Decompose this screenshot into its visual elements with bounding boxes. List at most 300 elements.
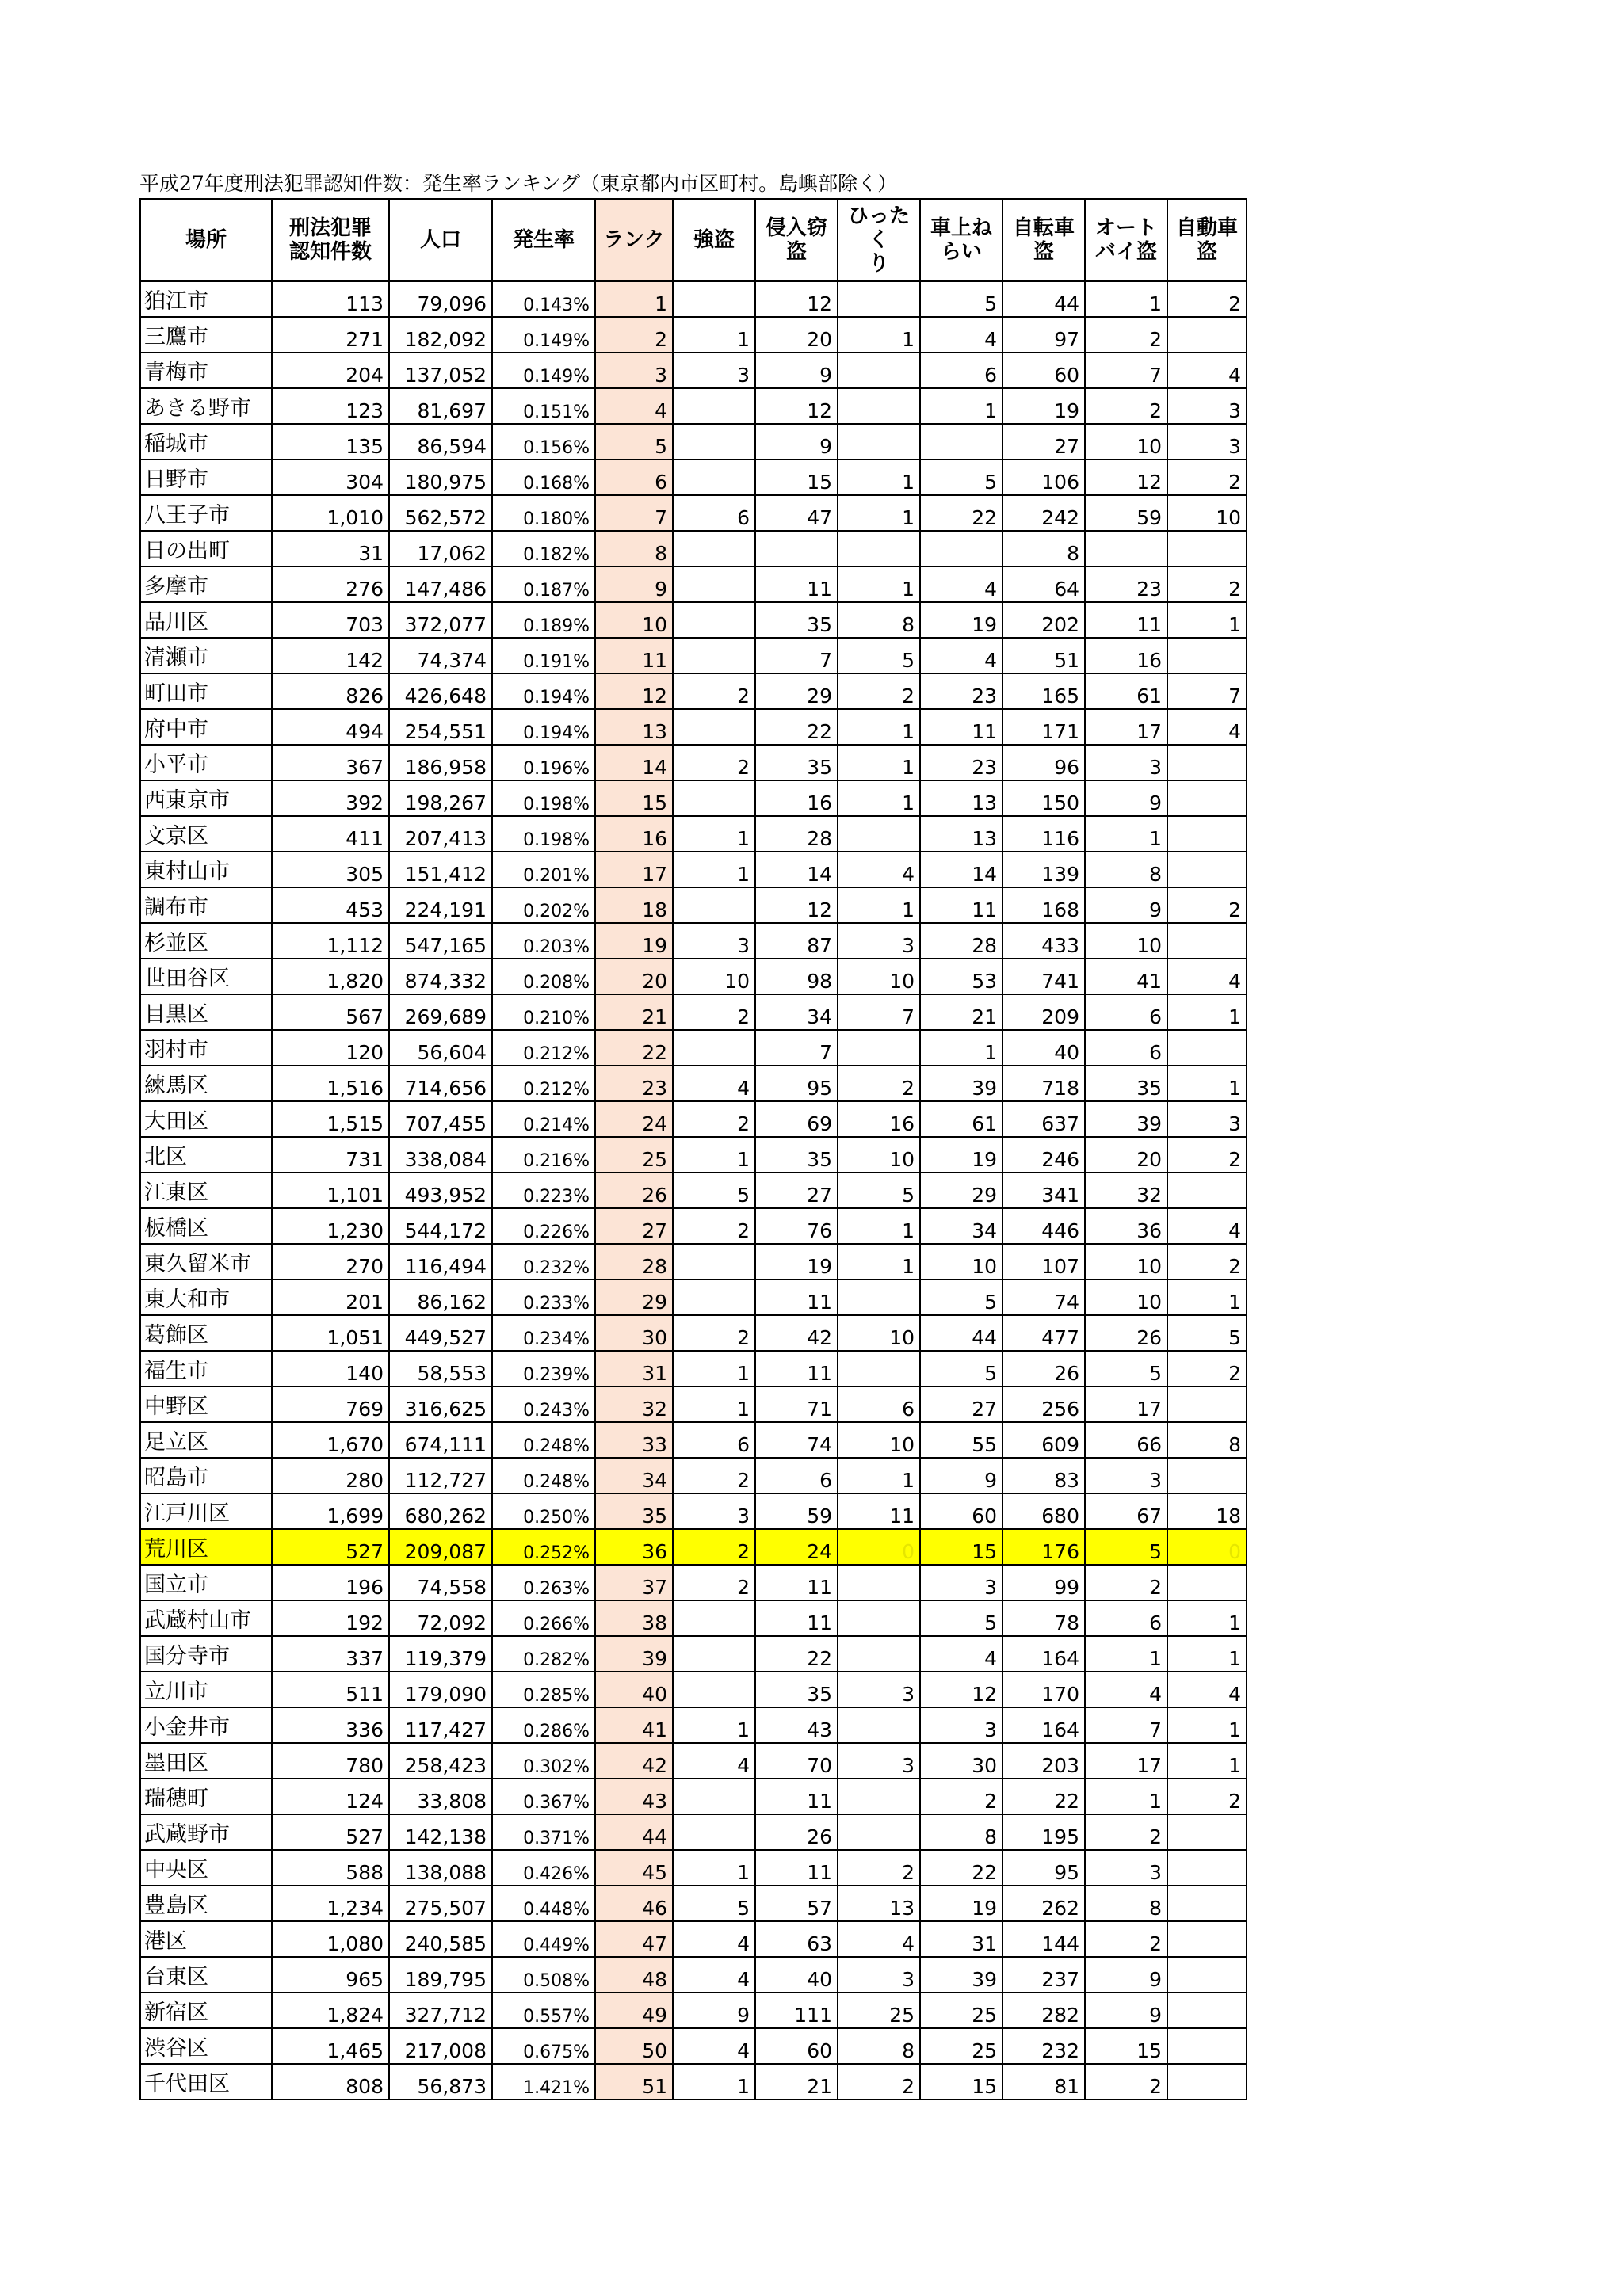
cell-robbery: 1 [673,852,755,887]
cell-robbery: 1 [673,1137,755,1173]
cell-population: 72,092 [389,1600,492,1636]
table-row [140,673,1247,709]
cell-car-theft: 18 [1167,1493,1247,1529]
cell-robbery [673,388,755,424]
cell-burglary: 60 [755,2028,838,2064]
table-row [140,353,1247,388]
cell-place: 八王子市 [140,495,272,531]
cell-car-break-in: 19 [920,1137,1002,1173]
cell-burglary: 7 [755,1030,838,1066]
cell-place: 瑞穂町 [140,1779,272,1814]
cell-incidence-rate: 0.191% [492,638,595,673]
cell-place: 立川市 [140,1672,272,1707]
cell-place: 羽村市 [140,1030,272,1066]
cell-incidence-rate: 0.286% [492,1707,595,1743]
cell-rank: 38 [595,1600,673,1636]
table-row [140,495,1247,531]
cell-burglary: 71 [755,1386,838,1422]
cell-population: 493,952 [389,1173,492,1208]
cell-robbery [673,780,755,816]
cell-burglary: 20 [755,317,838,353]
cell-bicycle-theft: 83 [1002,1458,1085,1493]
table-row [140,1101,1247,1137]
cell-bicycle-theft: 477 [1002,1315,1085,1351]
cell-incidence-rate: 0.189% [492,602,595,638]
cell-reported-count: 120 [272,1030,389,1066]
cell-car-theft: 5 [1167,1315,1247,1351]
cell-rank: 21 [595,994,673,1030]
cell-robbery [673,566,755,602]
cell-car-theft: 2 [1167,460,1247,495]
cell-car-break-in: 39 [920,1957,1002,1993]
cell-place: 武蔵村山市 [140,1600,272,1636]
table-row [140,1173,1247,1208]
cell-car-break-in: 11 [920,887,1002,923]
cell-motorbike-theft [1085,531,1167,566]
cell-snatching: 2 [838,673,920,709]
cell-rank: 11 [595,638,673,673]
cell-burglary [755,531,838,566]
cell-motorbike-theft: 67 [1085,1493,1167,1529]
cell-snatching: 10 [838,1422,920,1458]
cell-reported-count: 527 [272,1529,389,1565]
cell-robbery: 2 [673,1458,755,1493]
cell-population: 426,648 [389,673,492,709]
table-row [140,1993,1247,2028]
cell-motorbike-theft: 1 [1085,1636,1167,1672]
cell-reported-count: 780 [272,1743,389,1779]
cell-robbery: 1 [673,1351,755,1386]
cell-motorbike-theft: 2 [1085,317,1167,353]
cell-rank: 22 [595,1030,673,1066]
cell-robbery: 6 [673,1422,755,1458]
cell-burglary: 22 [755,709,838,745]
cell-burglary: 7 [755,638,838,673]
cell-rank: 1 [595,281,673,317]
cell-population: 186,958 [389,745,492,780]
cell-car-break-in: 44 [920,1315,1002,1351]
table-row [140,1779,1247,1814]
cell-population: 372,077 [389,602,492,638]
cell-burglary: 11 [755,1280,838,1315]
header-place: 場所 [140,199,272,281]
cell-motorbike-theft: 17 [1085,1386,1167,1422]
cell-place: 文京区 [140,816,272,852]
cell-population: 179,090 [389,1672,492,1707]
table-row [140,1886,1247,1921]
cell-car-theft: 10 [1167,495,1247,531]
cell-car-theft: 4 [1167,1672,1247,1707]
cell-robbery: 1 [673,816,755,852]
cell-place: 港区 [140,1921,272,1957]
cell-incidence-rate: 0.371% [492,1814,595,1850]
table-row [140,317,1247,353]
cell-place: 昭島市 [140,1458,272,1493]
cell-rank: 16 [595,816,673,852]
cell-burglary: 95 [755,1066,838,1101]
cell-bicycle-theft: 64 [1002,566,1085,602]
table-row [140,1280,1247,1315]
cell-robbery: 2 [673,1101,755,1137]
cell-motorbike-theft: 9 [1085,1957,1167,1993]
cell-reported-count: 494 [272,709,389,745]
cell-car-break-in: 13 [920,780,1002,816]
cell-car-break-in: 60 [920,1493,1002,1529]
cell-bicycle-theft: 637 [1002,1101,1085,1137]
cell-car-theft [1167,1565,1247,1600]
cell-reported-count: 808 [272,2064,389,2100]
cell-snatching: 5 [838,638,920,673]
cell-robbery: 1 [673,317,755,353]
cell-car-theft [1167,2028,1247,2064]
cell-population: 79,096 [389,281,492,317]
cell-reported-count: 367 [272,745,389,780]
cell-motorbike-theft: 1 [1085,1779,1167,1814]
cell-burglary: 74 [755,1422,838,1458]
cell-population: 17,062 [389,531,492,566]
cell-reported-count: 1,080 [272,1921,389,1957]
cell-robbery [673,1636,755,1672]
table-row [140,2064,1247,2100]
cell-reported-count: 392 [272,780,389,816]
cell-robbery: 5 [673,1173,755,1208]
cell-rank: 44 [595,1814,673,1850]
cell-robbery [673,531,755,566]
cell-place: 狛江市 [140,281,272,317]
cell-reported-count: 1,820 [272,959,389,994]
cell-car-theft: 4 [1167,353,1247,388]
cell-population: 86,162 [389,1280,492,1315]
cell-reported-count: 204 [272,353,389,388]
cell-place: 台東区 [140,1957,272,1993]
cell-bicycle-theft: 446 [1002,1208,1085,1244]
cell-car-break-in: 2 [920,1779,1002,1814]
cell-car-break-in: 19 [920,1886,1002,1921]
table-row [140,709,1247,745]
cell-motorbike-theft: 9 [1085,1993,1167,2028]
cell-snatching: 8 [838,2028,920,2064]
cell-robbery: 2 [673,1529,755,1565]
cell-rank: 40 [595,1672,673,1707]
crime-ranking-table [139,198,1247,2100]
cell-bicycle-theft: 44 [1002,281,1085,317]
cell-population: 258,423 [389,1743,492,1779]
cell-car-theft [1167,1850,1247,1886]
cell-snatching [838,1565,920,1600]
cell-rank: 31 [595,1351,673,1386]
cell-rank: 27 [595,1208,673,1244]
cell-car-theft: 1 [1167,994,1247,1030]
cell-robbery: 4 [673,1066,755,1101]
cell-snatching: 2 [838,2064,920,2100]
cell-rank: 39 [595,1636,673,1672]
cell-place: 足立区 [140,1422,272,1458]
cell-car-theft: 4 [1167,1208,1247,1244]
cell-place: あきる野市 [140,388,272,424]
cell-reported-count: 1,230 [272,1208,389,1244]
cell-snatching: 1 [838,709,920,745]
cell-rank: 49 [595,1993,673,2028]
cell-car-break-in: 5 [920,1600,1002,1636]
cell-snatching [838,1280,920,1315]
cell-incidence-rate: 0.149% [492,353,595,388]
cell-snatching: 13 [838,1886,920,1921]
cell-car-theft: 2 [1167,1351,1247,1386]
cell-car-break-in: 23 [920,673,1002,709]
table-row [140,1066,1247,1101]
cell-rank: 6 [595,460,673,495]
cell-burglary: 34 [755,994,838,1030]
header-row [140,199,1247,281]
cell-reported-count: 113 [272,281,389,317]
cell-burglary: 9 [755,424,838,460]
cell-snatching [838,388,920,424]
cell-population: 74,374 [389,638,492,673]
cell-car-break-in: 1 [920,388,1002,424]
table-row [140,1957,1247,1993]
cell-car-theft: 0 [1167,1529,1247,1565]
cell-motorbike-theft: 10 [1085,424,1167,460]
cell-bicycle-theft: 116 [1002,816,1085,852]
cell-snatching: 1 [838,1458,920,1493]
cell-place: 日野市 [140,460,272,495]
cell-reported-count: 1,112 [272,923,389,959]
cell-population: 874,332 [389,959,492,994]
cell-motorbike-theft: 61 [1085,673,1167,709]
table-row [140,1458,1247,1493]
header-car-theft: 自動車 盗 [1167,199,1247,281]
cell-motorbike-theft: 8 [1085,852,1167,887]
table-row [140,745,1247,780]
cell-motorbike-theft: 9 [1085,887,1167,923]
cell-snatching: 1 [838,780,920,816]
cell-motorbike-theft: 32 [1085,1173,1167,1208]
cell-burglary: 15 [755,460,838,495]
table-row [140,1422,1247,1458]
cell-incidence-rate: 0.426% [492,1850,595,1886]
cell-population: 547,165 [389,923,492,959]
cell-incidence-rate: 0.187% [492,566,595,602]
table-row [140,1636,1247,1672]
cell-motorbike-theft: 59 [1085,495,1167,531]
cell-car-theft [1167,317,1247,353]
cell-car-break-in: 34 [920,1208,1002,1244]
cell-rank: 13 [595,709,673,745]
cell-motorbike-theft: 1 [1085,816,1167,852]
cell-place: 清瀬市 [140,638,272,673]
cell-reported-count: 135 [272,424,389,460]
cell-car-break-in: 4 [920,566,1002,602]
cell-snatching: 10 [838,959,920,994]
cell-rank: 18 [595,887,673,923]
cell-bicycle-theft: 176 [1002,1529,1085,1565]
cell-rank: 43 [595,1779,673,1814]
cell-robbery: 4 [673,2028,755,2064]
cell-bicycle-theft: 242 [1002,495,1085,531]
header-robbery: 強盗 [673,199,755,281]
cell-rank: 25 [595,1137,673,1173]
cell-car-break-in: 4 [920,1636,1002,1672]
cell-car-break-in: 23 [920,745,1002,780]
cell-bicycle-theft: 78 [1002,1600,1085,1636]
cell-car-theft: 8 [1167,1422,1247,1458]
cell-rank: 30 [595,1315,673,1351]
cell-car-theft: 4 [1167,959,1247,994]
cell-motorbike-theft: 6 [1085,1600,1167,1636]
cell-place: 町田市 [140,673,272,709]
cell-motorbike-theft: 2 [1085,388,1167,424]
cell-incidence-rate: 0.182% [492,531,595,566]
table-row [140,638,1247,673]
cell-reported-count: 1,465 [272,2028,389,2064]
page-title: 平成27年度刑法犯罪認知件数：発生率ランキング（東京都内市区町村。島嶼部除く） [139,172,898,195]
cell-rank: 10 [595,602,673,638]
table-row [140,1707,1247,1743]
cell-burglary: 35 [755,1137,838,1173]
cell-car-theft [1167,852,1247,887]
cell-reported-count: 1,051 [272,1315,389,1351]
cell-burglary: 98 [755,959,838,994]
cell-bicycle-theft: 164 [1002,1707,1085,1743]
cell-rank: 46 [595,1886,673,1921]
cell-robbery [673,1600,755,1636]
cell-incidence-rate: 0.675% [492,2028,595,2064]
cell-snatching: 16 [838,1101,920,1137]
cell-robbery: 1 [673,1386,755,1422]
cell-burglary: 111 [755,1993,838,2028]
cell-car-break-in: 53 [920,959,1002,994]
cell-snatching [838,816,920,852]
cell-population: 112,727 [389,1458,492,1493]
cell-bicycle-theft: 232 [1002,2028,1085,2064]
cell-car-break-in: 1 [920,1030,1002,1066]
cell-car-break-in: 28 [920,923,1002,959]
cell-population: 142,138 [389,1814,492,1850]
cell-reported-count: 140 [272,1351,389,1386]
cell-place: 千代田区 [140,2064,272,2100]
cell-bicycle-theft: 170 [1002,1672,1085,1707]
cell-motorbike-theft: 20 [1085,1137,1167,1173]
cell-population: 327,712 [389,1993,492,2028]
cell-rank: 9 [595,566,673,602]
cell-place: 大田区 [140,1101,272,1137]
cell-place: 世田谷区 [140,959,272,994]
cell-snatching: 5 [838,1173,920,1208]
cell-population: 56,873 [389,2064,492,2100]
cell-snatching [838,1030,920,1066]
cell-population: 137,052 [389,353,492,388]
cell-car-theft [1167,1993,1247,2028]
cell-burglary: 21 [755,2064,838,2100]
cell-car-break-in: 11 [920,709,1002,745]
cell-car-theft [1167,1814,1247,1850]
cell-bicycle-theft: 741 [1002,959,1085,994]
cell-car-break-in: 29 [920,1173,1002,1208]
cell-snatching: 7 [838,994,920,1030]
cell-place: 荒川区 [140,1529,272,1565]
cell-car-break-in: 15 [920,2064,1002,2100]
cell-car-theft [1167,1458,1247,1493]
cell-place: 国分寺市 [140,1636,272,1672]
cell-population: 674,111 [389,1422,492,1458]
cell-robbery: 2 [673,994,755,1030]
cell-bicycle-theft: 51 [1002,638,1085,673]
cell-population: 138,088 [389,1850,492,1886]
cell-place: 西東京市 [140,780,272,816]
cell-burglary: 11 [755,566,838,602]
cell-car-break-in: 5 [920,1351,1002,1386]
cell-reported-count: 124 [272,1779,389,1814]
cell-burglary: 87 [755,923,838,959]
cell-burglary: 42 [755,1315,838,1351]
cell-place: 江戸川区 [140,1493,272,1529]
cell-place: 日の出町 [140,531,272,566]
cell-robbery: 3 [673,1493,755,1529]
cell-robbery: 1 [673,2064,755,2100]
cell-car-break-in: 3 [920,1707,1002,1743]
cell-incidence-rate: 0.234% [492,1315,595,1351]
cell-bicycle-theft: 609 [1002,1422,1085,1458]
cell-snatching: 1 [838,1208,920,1244]
cell-motorbike-theft: 16 [1085,638,1167,673]
cell-snatching: 3 [838,923,920,959]
cell-reported-count: 1,516 [272,1066,389,1101]
table-row [140,1600,1247,1636]
cell-robbery: 5 [673,1886,755,1921]
cell-car-break-in: 39 [920,1066,1002,1101]
cell-rank: 41 [595,1707,673,1743]
table-row [140,1672,1247,1707]
cell-snatching [838,281,920,317]
table-row [140,1244,1247,1280]
table-row [140,780,1247,816]
cell-incidence-rate: 0.198% [492,780,595,816]
cell-incidence-rate: 0.168% [492,460,595,495]
cell-reported-count: 411 [272,816,389,852]
cell-rank: 4 [595,388,673,424]
cell-snatching: 8 [838,602,920,638]
cell-robbery [673,602,755,638]
cell-place: 東大和市 [140,1280,272,1315]
cell-burglary: 16 [755,780,838,816]
cell-population: 209,087 [389,1529,492,1565]
cell-car-break-in: 21 [920,994,1002,1030]
cell-car-theft [1167,1921,1247,1957]
cell-snatching [838,1779,920,1814]
cell-burglary: 70 [755,1743,838,1779]
cell-car-break-in: 4 [920,317,1002,353]
cell-population: 198,267 [389,780,492,816]
cell-motorbike-theft: 2 [1085,1814,1167,1850]
cell-motorbike-theft: 11 [1085,602,1167,638]
cell-bicycle-theft: 168 [1002,887,1085,923]
cell-reported-count: 588 [272,1850,389,1886]
cell-population: 680,262 [389,1493,492,1529]
cell-bicycle-theft: 202 [1002,602,1085,638]
cell-place: 稲城市 [140,424,272,460]
cell-population: 189,795 [389,1957,492,1993]
cell-reported-count: 271 [272,317,389,353]
table-row [140,1850,1247,1886]
cell-population: 56,604 [389,1030,492,1066]
cell-reported-count: 336 [272,1707,389,1743]
cell-incidence-rate: 0.194% [492,673,595,709]
table-row [140,1529,1247,1565]
cell-rank: 34 [595,1458,673,1493]
cell-bicycle-theft: 282 [1002,1993,1085,2028]
cell-bicycle-theft: 22 [1002,1779,1085,1814]
cell-bicycle-theft: 60 [1002,353,1085,388]
